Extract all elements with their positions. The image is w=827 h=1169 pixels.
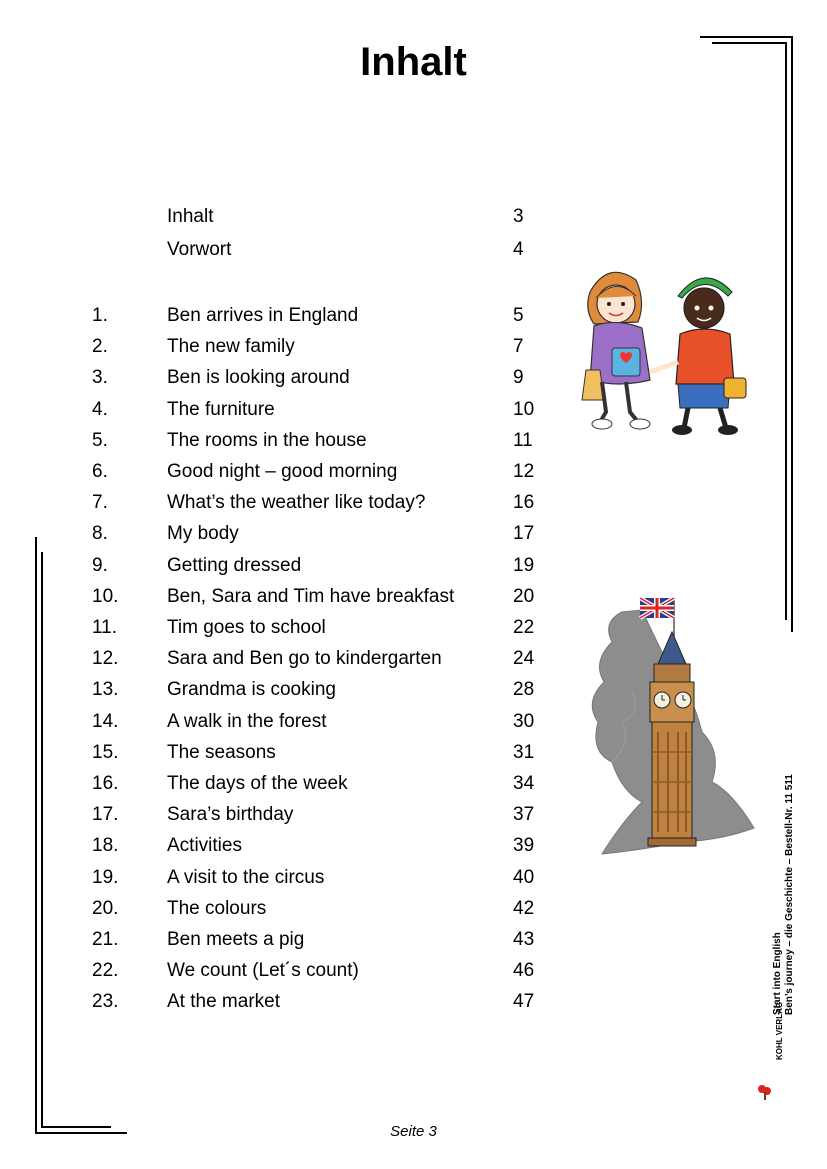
toc-entry-front[interactable] bbox=[0, 205, 600, 229]
frame-top-right-v1 bbox=[791, 36, 793, 632]
toc-entry-label: The colours bbox=[167, 898, 267, 919]
toc-entry-label: Tim goes to school bbox=[167, 617, 326, 638]
big-ben-illustration bbox=[582, 592, 758, 862]
toc-entry-page: 19 bbox=[513, 555, 535, 576]
toc-entry-page: 10 bbox=[513, 399, 535, 420]
toc-entry[interactable] bbox=[0, 866, 600, 890]
frame-top-right-h1 bbox=[700, 36, 792, 38]
toc-entry-page: 4 bbox=[513, 239, 524, 260]
toc-entry[interactable] bbox=[0, 585, 600, 609]
toc-entry-number: 4. bbox=[92, 399, 108, 420]
toc-entry[interactable] bbox=[0, 335, 600, 359]
toc-entry-page: 31 bbox=[513, 742, 535, 763]
toc-entry-label: Ben is looking around bbox=[167, 367, 350, 388]
toc-entry-number: 13. bbox=[92, 679, 119, 700]
toc-entry-label: The new family bbox=[167, 336, 295, 357]
toc-entry-label: We count (Let´s count) bbox=[167, 960, 359, 981]
toc-entry-front[interactable] bbox=[0, 238, 600, 262]
toc-entry-page: 34 bbox=[513, 773, 535, 794]
toc-entry-label: At the market bbox=[167, 991, 280, 1012]
toc-entry-page: 30 bbox=[513, 711, 535, 732]
toc-entry-label: Vorwort bbox=[167, 239, 232, 260]
toc-entry-number: 12. bbox=[92, 648, 119, 669]
toc-entry-label: The rooms in the house bbox=[167, 430, 367, 451]
toc-entry-page: 9 bbox=[513, 367, 524, 388]
toc-entry-label: Activities bbox=[167, 835, 242, 856]
toc-entry-number: 1. bbox=[92, 305, 108, 326]
toc-entry[interactable] bbox=[0, 834, 600, 858]
toc-entry-number: 8. bbox=[92, 523, 108, 544]
toc-entry[interactable] bbox=[0, 990, 600, 1014]
toc-entry-page: 7 bbox=[513, 336, 524, 357]
toc-entry-label: Inhalt bbox=[167, 206, 214, 227]
toc-entry-label: Sara and Ben go to kindergarten bbox=[167, 648, 442, 669]
toc-entry[interactable] bbox=[0, 366, 600, 390]
toc-entry-label: What’s the weather like today? bbox=[167, 492, 426, 513]
toc-entry[interactable] bbox=[0, 460, 600, 484]
toc-entry-page: 47 bbox=[513, 991, 535, 1012]
toc-entry-label: The furniture bbox=[167, 399, 275, 420]
toc-entry-number: 16. bbox=[92, 773, 119, 794]
toc-entry-page: 16 bbox=[513, 492, 535, 513]
toc-entry-number: 14. bbox=[92, 711, 119, 732]
toc-entry-page: 22 bbox=[513, 617, 535, 638]
toc-entry-number: 18. bbox=[92, 835, 119, 856]
toc-entry-label: Ben meets a pig bbox=[167, 929, 305, 950]
toc-entry-number: 11. bbox=[92, 617, 118, 638]
toc-entry[interactable] bbox=[0, 647, 600, 671]
toc-entry-page: 24 bbox=[513, 648, 535, 669]
toc-entry[interactable] bbox=[0, 710, 600, 734]
toc-entry[interactable] bbox=[0, 398, 600, 422]
toc-entry[interactable] bbox=[0, 928, 600, 952]
toc-entry-label: Getting dressed bbox=[167, 555, 302, 576]
toc-entry-page: 28 bbox=[513, 679, 535, 700]
toc-entry-page: 46 bbox=[513, 960, 535, 981]
toc-entry-page: 42 bbox=[513, 898, 535, 919]
children-illustration bbox=[578, 262, 748, 440]
toc-entry-number: 23. bbox=[92, 991, 119, 1012]
toc-entry-number: 20. bbox=[92, 898, 119, 919]
frame-top-right-v2 bbox=[785, 42, 787, 620]
toc-entry-label: Ben arrives in England bbox=[167, 305, 359, 326]
toc-entry[interactable] bbox=[0, 491, 600, 515]
toc-entry-number: 3. bbox=[92, 367, 108, 388]
toc-entry-page: 12 bbox=[513, 461, 535, 482]
publisher-name: KOHL VERLAG bbox=[775, 1001, 784, 1060]
page-number: Seite 3 bbox=[390, 1123, 437, 1140]
toc-entry[interactable] bbox=[0, 616, 600, 640]
toc-entry[interactable] bbox=[0, 897, 600, 921]
toc-entry-number: 6. bbox=[92, 461, 108, 482]
toc-entry-label: Good night – good morning bbox=[167, 461, 398, 482]
toc-entry-number: 9. bbox=[92, 555, 108, 576]
toc-entry-label: My body bbox=[167, 523, 239, 544]
toc-entry-label: The days of the week bbox=[167, 773, 348, 794]
toc-entry-number: 7. bbox=[92, 492, 108, 513]
toc-entry-number: 21. bbox=[92, 929, 119, 950]
toc-entry-label: Grandma is cooking bbox=[167, 679, 336, 700]
toc-entry-label: Ben, Sara and Tim have breakfast bbox=[167, 586, 455, 607]
toc-entry[interactable] bbox=[0, 959, 600, 983]
toc-entry-number: 15. bbox=[92, 742, 119, 763]
toc-entry-page: 17 bbox=[513, 523, 535, 544]
toc-entry[interactable] bbox=[0, 678, 600, 702]
toc-entry[interactable] bbox=[0, 304, 600, 328]
toc-entry-page: 5 bbox=[513, 305, 524, 326]
toc-entry[interactable] bbox=[0, 554, 600, 578]
series-title: Start into English bbox=[772, 932, 783, 1015]
page-title: Inhalt bbox=[360, 40, 467, 84]
toc-entry-number: 19. bbox=[92, 867, 119, 888]
publisher-logo-icon bbox=[757, 1082, 773, 1100]
toc-entry-page: 39 bbox=[513, 835, 535, 856]
toc-entry-label: Sara’s birthday bbox=[167, 804, 294, 825]
toc-entry-page: 37 bbox=[513, 804, 535, 825]
toc-entry-label: A walk in the forest bbox=[167, 711, 327, 732]
frame-top-right-h2 bbox=[712, 42, 786, 44]
toc-entry-page: 20 bbox=[513, 586, 535, 607]
toc-entry[interactable] bbox=[0, 741, 600, 765]
toc-entry[interactable] bbox=[0, 522, 600, 546]
side-publication-info bbox=[772, 774, 796, 1015]
toc-entry-number: 10. bbox=[92, 586, 119, 607]
toc-entry-number: 5. bbox=[92, 430, 108, 451]
toc-entry-number: 2. bbox=[92, 336, 108, 357]
toc-entry-label: A visit to the circus bbox=[167, 867, 325, 888]
toc-entry-number: 22. bbox=[92, 960, 119, 981]
toc-entry-label: The seasons bbox=[167, 742, 276, 763]
toc-entry-number: 17. bbox=[92, 804, 119, 825]
toc-entry[interactable] bbox=[0, 429, 600, 453]
toc-entry[interactable] bbox=[0, 772, 600, 796]
toc-entry-page: 11 bbox=[513, 430, 533, 451]
toc-entry-page: 43 bbox=[513, 929, 535, 950]
toc-entry[interactable] bbox=[0, 803, 600, 827]
toc-entry-page: 40 bbox=[513, 867, 535, 888]
toc-entry-page: 3 bbox=[513, 206, 524, 227]
book-title-order-number: Ben’s journey – die Geschichte – Bestell-Nr. 11 511 bbox=[784, 774, 795, 1015]
